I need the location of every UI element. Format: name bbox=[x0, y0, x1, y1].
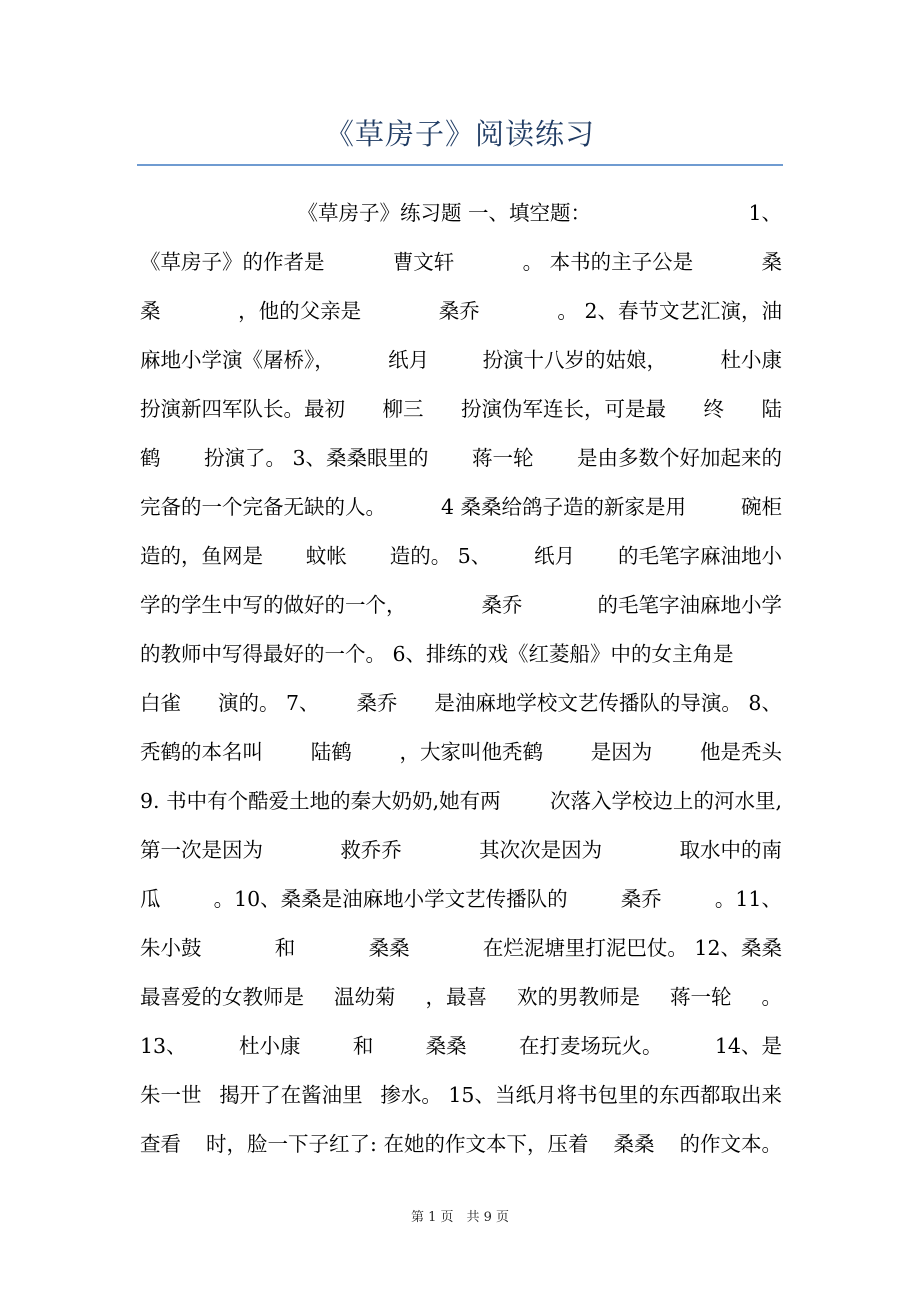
text-segment: 其次次是因为 bbox=[479, 838, 603, 862]
text-segment: 柳三 bbox=[382, 397, 424, 421]
text-segment: 鹤 bbox=[140, 446, 161, 470]
text-segment: 。 bbox=[761, 985, 782, 1009]
text-segment: 第一次是因为 bbox=[140, 838, 263, 862]
text-segment: 桑桑 bbox=[613, 1132, 655, 1156]
text-segment: 杜小康 bbox=[720, 348, 782, 372]
text-segment: 蒋一轮 bbox=[472, 446, 534, 470]
text-line bbox=[140, 686, 782, 735]
text-segment: 是油麻地学校文艺传播队的导演。 8、 bbox=[434, 691, 782, 715]
text-line bbox=[140, 1029, 782, 1078]
text-segment: 麻地小学演《屠桥》， bbox=[140, 348, 335, 372]
text-line bbox=[140, 245, 782, 294]
text-line bbox=[140, 441, 782, 490]
text-segment: 的作文本。 bbox=[679, 1132, 782, 1156]
text-segment: 完备的一个完备无缺的人。 bbox=[140, 495, 386, 519]
text-segment: 秃鹤的本名叫 bbox=[140, 740, 263, 764]
text-segment: 蚊帐 bbox=[305, 544, 347, 568]
text-segment: 9. 书中有个酷爱土地的秦大奶奶,她有两 bbox=[140, 789, 501, 813]
text-segment: 造的。 5、 bbox=[389, 544, 492, 568]
text-segment: 演的。 7、 bbox=[217, 691, 320, 715]
text-segment: 救乔乔 bbox=[340, 838, 402, 862]
text-segment: 他是秃头 bbox=[700, 740, 782, 764]
text-segment: 扮演十八岁的姑娘， bbox=[482, 348, 668, 372]
text-segment: 学的学生中写的做好的一个， bbox=[140, 593, 407, 617]
text-line bbox=[140, 882, 782, 931]
text-segment: 瓜 bbox=[140, 887, 161, 911]
text-segment: 桑乔 bbox=[620, 887, 662, 911]
text-line bbox=[140, 784, 782, 833]
document-body bbox=[140, 196, 782, 1176]
text-segment: 查看 bbox=[140, 1132, 181, 1156]
text-segment: 扮演伪军连长，可是最 bbox=[461, 397, 666, 421]
text-segment: 纸月 bbox=[534, 544, 576, 568]
document-title: 《草房子》阅读练习 bbox=[324, 117, 595, 151]
text-line bbox=[140, 637, 782, 686]
text-segment: 在烂泥塘里打泥巴仗。 12、桑桑 bbox=[482, 936, 782, 960]
text-segment: 终 bbox=[703, 397, 724, 421]
text-line bbox=[140, 196, 782, 245]
text-segment: 的毛笔字油麻地小学 bbox=[597, 593, 782, 617]
text-segment: 曹文轩 bbox=[392, 250, 455, 274]
text-segment: 桑乔 bbox=[356, 691, 398, 715]
text-segment: 。11、 bbox=[714, 887, 782, 911]
text-segment: 陆鹤 bbox=[310, 740, 352, 764]
text-segment: 。 2、春节文艺汇演，油 bbox=[557, 299, 782, 323]
text-segment: 揭开了在酱油里 bbox=[219, 1083, 363, 1107]
text-segment: 碗柜 bbox=[741, 495, 782, 519]
text-segment: 温幼菊 bbox=[334, 985, 396, 1009]
text-segment: 欢的男教师是 bbox=[517, 985, 640, 1009]
text-segment: 时，脸一下子红了: 在她的作文本下，压着 bbox=[206, 1132, 589, 1156]
text-line bbox=[140, 833, 782, 882]
text-segment: 桑 bbox=[140, 299, 161, 323]
text-line bbox=[140, 588, 782, 637]
text-segment: 桑桑 bbox=[425, 1034, 467, 1058]
text-segment: 最喜爱的女教师是 bbox=[140, 985, 304, 1009]
text-segment: 。 本书的主子公是 bbox=[522, 250, 694, 274]
text-segment: 扮演了。 3、桑桑眼里的 bbox=[203, 446, 429, 470]
text-segment: 次落入学校边上的河水里, bbox=[549, 789, 782, 813]
text-segment: 4 桑桑给鸽子造的新家是用 bbox=[440, 495, 687, 519]
text-segment: 桑乔 bbox=[438, 299, 480, 323]
text-segment: 杜小康 bbox=[238, 1034, 301, 1058]
text-segment: 桑 bbox=[761, 250, 782, 274]
text-line bbox=[140, 539, 782, 588]
text-line bbox=[140, 343, 782, 392]
text-line bbox=[140, 392, 782, 441]
text-segment: 是因为 bbox=[590, 740, 653, 764]
text-segment: 13、 bbox=[140, 1034, 187, 1058]
page-footer: 第 1 页 共 9 页 bbox=[410, 1210, 510, 1225]
text-line bbox=[140, 490, 782, 539]
text-segment: 。10、桑桑是油麻地小学文艺传播队的 bbox=[213, 887, 568, 911]
text-line bbox=[140, 294, 782, 343]
text-segment: 桑乔 bbox=[481, 593, 523, 617]
text-segment: 桑桑 bbox=[368, 936, 410, 960]
text-segment: 在打麦场玩火。 bbox=[519, 1034, 663, 1058]
text-segment: 取水中的南 bbox=[679, 838, 782, 862]
text-segment: 1、 bbox=[748, 201, 782, 225]
text-segment: 陆 bbox=[761, 397, 782, 421]
text-segment: 14、是 bbox=[714, 1034, 782, 1058]
text-segment: 造的，鱼网是 bbox=[140, 544, 263, 568]
text-segment: 的毛笔字麻油地小 bbox=[618, 544, 782, 568]
text-segment: 的教师中写得最好的一个。 6、排练的戏《红菱船》中的女主角是 bbox=[140, 642, 734, 666]
text-segment: 掺水。 15、当纸月将书包里的东西都取出来 bbox=[380, 1083, 782, 1107]
text-segment: 《草房子》的作者是 bbox=[140, 250, 325, 274]
text-line bbox=[140, 931, 782, 980]
text-segment: 白雀 bbox=[140, 691, 181, 715]
text-segment: 朱小鼓 bbox=[140, 936, 202, 960]
text-segment: ，大家叫他秃鹤 bbox=[399, 740, 543, 764]
text-line bbox=[140, 980, 782, 1029]
text-segment: 和 bbox=[352, 1034, 374, 1058]
text-segment: ，他的父亲是 bbox=[238, 299, 362, 323]
text-segment: 纸月 bbox=[388, 348, 430, 372]
text-line bbox=[140, 1127, 782, 1176]
text-segment: 蒋一轮 bbox=[670, 985, 732, 1009]
text-segment: ，最喜 bbox=[425, 985, 487, 1009]
text-segment: 扮演新四军队长。最初 bbox=[140, 397, 345, 421]
text-segment: 朱一世 bbox=[140, 1083, 202, 1107]
text-segment: 是由多数个好加起来的 bbox=[576, 446, 782, 470]
text-segment: 和 bbox=[274, 936, 296, 960]
text-line bbox=[140, 1078, 782, 1127]
text-line bbox=[140, 735, 782, 784]
title-divider bbox=[137, 164, 783, 166]
text-segment: 《草房子》练习题 一、填空题： bbox=[297, 201, 591, 225]
